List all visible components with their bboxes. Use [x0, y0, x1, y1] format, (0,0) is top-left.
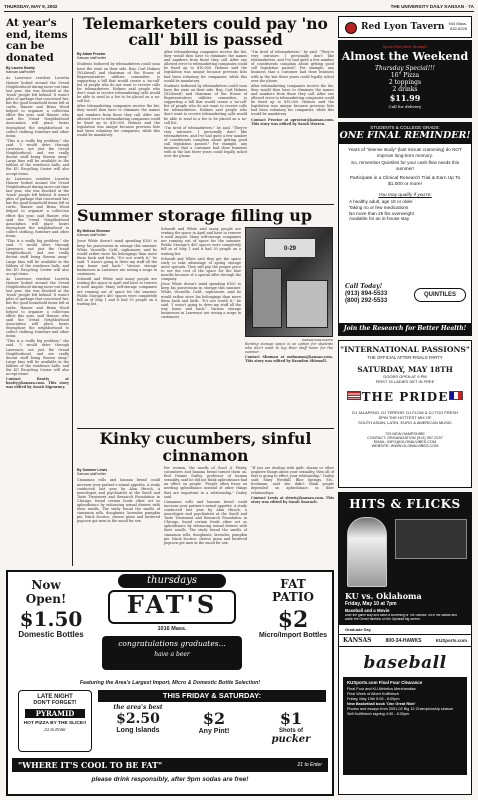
ad-pride-party	[338, 340, 472, 488]
story-aphrodisiacs-body-4: "If you are dealing with guilt, shame or other negative things about your sexuality, then all of that is going to effect your relationship," Dailey said. Mary Westfall, Blue Springs, Mo., freshman, said she didn't think people depended on aphrodisiacs in their relationships.	[251, 466, 334, 495]
story-aphrodisiacs	[77, 430, 334, 564]
beer-text: have a beer	[154, 651, 190, 658]
pride-djs-2: SPIN THE HOTTEST MIX OF	[378, 415, 432, 420]
story-telemarketers-body-5: "I'm tired of telemarketers," he said. "They're very intrusive. I personally don't like telemarketers, and I've had quite a few number of constituents complain about getting good call legislation passed." For example, any business that a customer had done business with in the last three years could legally solicit over the phone.	[164, 125, 247, 159]
best-label: the area's best	[113, 704, 163, 711]
long-island-price: $2.50	[116, 711, 160, 727]
qualify-item: No more than 25 lbs overweight	[349, 210, 414, 216]
almost-pizza: 16" Pizza	[390, 72, 420, 79]
story-telemarketers-body: Students bothered by telemarketers could soon have the state on their side. Rep. Carl Holmes (R-Liberal) and chairman of the House of Representatives utilities committee, is supporting a bill that would create a 'no-call' list of people who do not want to receive calls for telemarketers. Holmes said people who don't want to receive telemarketing calls would be able to send in a fee to be placed on a no-call list.	[77, 62, 160, 104]
fats-name: FAT'S	[126, 590, 218, 619]
pride-doors: DOORS OPEN AT 9 PM	[383, 374, 427, 379]
section-rule	[77, 204, 334, 205]
open-label: Open!	[25, 592, 67, 606]
hits-graduate-day: Graduate Day	[345, 627, 372, 632]
promo-item: Final Week of Albert Kollfleisch	[347, 692, 400, 696]
pride-address: 729 NEW HAMPSHIRE	[385, 432, 425, 436]
quintiles-cta: Participate in a Clinical Research Trial & Earn Up To $1,000 or more!	[349, 176, 461, 188]
quintiles-call	[345, 283, 413, 304]
pint-price: $2	[202, 709, 226, 728]
fats-patio	[258, 578, 328, 604]
domestic-label: Domestic Bottles	[18, 630, 84, 639]
red-lyon-info: 944 Mass. 832-8228	[448, 21, 467, 31]
story-donations-byline: By Lauren Beatty Kansan staff writer	[6, 66, 35, 75]
phone-2: (800) 292-5533	[345, 297, 388, 304]
story-storage-body-2: Schmidt and White said many people are renting the space in April and have to reserve it until August. Many self-storage companies are running out of space for the summer. Public Storage's 400 spaces were completely full as of May 1 and it had 30 people on a waiting list.	[77, 277, 157, 306]
fats-cool-bar	[12, 758, 328, 772]
quintiles-logo	[414, 288, 466, 302]
fats-long-islands	[98, 704, 178, 734]
red-lyon-name: Red Lyon Tavern	[361, 22, 445, 32]
header-paper: THE UNIVERSITY DAILY KANSAN · 7A	[390, 4, 474, 9]
qualify-item: Taking no or few medications	[349, 204, 409, 210]
story-telemarketers-body-4: Students bothered by telemarketers could soon have the state on their side. Rep. Carl Holmes (R-Liberal) and chairman of the House of Representatives utilities committee, is supporting a bill that would create a 'no-call' list of people who do not want to receive calls for telemarketers. Holmes said people who don't want to receive telemarketing calls would be able to send in a fee to be placed on a no-call list.	[164, 83, 247, 125]
hits-baseball-word: baseball	[363, 653, 447, 673]
pint-label: Any Pint!	[198, 728, 230, 735]
storage-photo	[245, 227, 333, 337]
almost-title: Almost the Weekend	[341, 50, 469, 63]
quintiles-footer: Join the Research for Better Health!	[339, 323, 471, 335]
ad-fats	[6, 570, 334, 796]
hits-phone: 800-34-HAWKS	[385, 637, 422, 644]
pride-title: "INTERNATIONAL PASSIONS"	[340, 345, 470, 354]
story-aphrodisiacs-body: Cinnamon rolls and banana bread could increase your partner's sexual appetite. A study conducted last year by Alan Hirsch, a neurologist and psychiatrist at the Smell and Taste Treatment and Research Foundation in Chicago, found certain foods other act as aphrodisiacs by enhancing sexual desires with their smells. The study found the smells of cinnamon rolls, doughnuts, lavender, pumpkin pie, black licorice, cheese pizza and buttered popcorn got men in the mood for sex.	[77, 478, 160, 524]
story-donations-body-5: As Lawrence resident Lorretta Hauser looked around the Oread Neighborhood during move-out time last year, she was shocked at the 'trash' people left behind. It wasn't piles of garbage that concerned her, but the good household items left at curbs. Hauser and Brian Wood helped to organize a collection effort this year, said Hauser, who said the Oread Neighborhood Association will place boxes throughout the neighborhood to collect clothing, furniture and other items.	[6, 276, 69, 339]
age-limit: 21 to Enter	[44, 726, 66, 732]
pucker-label: pucker	[271, 734, 311, 745]
photo-caption: Renting storage space is an option for students who don't want to lug their stuff home for the summer.	[245, 342, 333, 355]
almost-special: Thursday Special!!!	[375, 65, 435, 72]
story-storage-contact: Contact Shuman at mshuman@kansan.com. This story was edited by Brandon Shirmell.	[245, 355, 333, 364]
fats-import	[256, 608, 330, 640]
pride-date: SATURDAY, MAY 18TH	[357, 365, 453, 374]
story-storage-headline: Summer storage filling up	[77, 207, 313, 225]
story-donations	[6, 18, 69, 563]
story-aphrodisiacs-body-3: Cinnamon rolls and banana bread could increase your partner's sexual appetite. A study conducted last year by Alan Hirsch, a neurologist and psychiatrist at the Smell and Taste Treatment and Research Foundation in Chicago, found certain foods other act as aphrodisiacs by enhancing sexual desires with their smells. The study found the smells of cinnamon rolls, doughnuts, lavender, pumpkin pie, black licorice, cheese pizza and buttered popcorn got men in the mood for sex.	[164, 499, 247, 545]
pride-djs: DJ JALAPENO, DJ TERROR, DJ FLOW & DJ TOO FRESH	[352, 410, 458, 415]
pride-djs-3: SOUTH ASIAN, LATIN, EURO & AMERICAN MUSIC	[358, 420, 452, 425]
pride-website: WEBSITE: WWW.GLOBALVIBES.COM	[371, 444, 439, 448]
story-storage-byline: By Melissa Shuman Kansan staff writer	[77, 229, 110, 238]
story-storage	[77, 207, 334, 425]
story-donations-body-4: "This is a really big problem," she said. "I would drive through Lawrence, not just the Oread Neighborhood, and see really decent stuff being thrown away." Large bins will be available in the lobbies of the residence halls, and the KU Recycling Center will also accept items.	[6, 239, 69, 276]
story-telemarketers-body-2: After telemarketing companies receive the list, they would then have to eliminate the names and numbers from those they call. After one allowed error to telemarketing companies could be fined up to $10,000. Holmes said the legislation was unique because previous lists had been voluntary for companies, while this would be mandatory.	[77, 104, 160, 137]
story-storage-body-5: Jesse White doesn't mind spending $100 to keep his possessions in storage this summer. White, Vacaville, Calif., sophomore, said he would rather store his belongings than move them back and forth. "It's not worth it," he said. "I wasn't going to drive my stuff all the way home and back." Various storage businesses in Lawrence are seeing a surge in customers.	[161, 282, 241, 319]
story-telemarketers-body-6: "I'm tired of telemarketers," he said. "They're very intrusive. I personally don't like telemarketers, and I've had quite a few number of constituents complain about getting good call legislation passed." For example, any business that a customer had done business with in the last three years could legally solicit over the phone.	[251, 50, 334, 83]
story-telemarketers-body-7: After telemarketing companies receive the list, they would then have to eliminate the names and numbers from those they call. After one allowed error to telemarketing companies could be fined up to $10,000. Holmes said the legislation was unique because previous lists had been voluntary for companies, while this would be mandatory.	[251, 83, 334, 117]
hits-site: KUSports.com	[435, 638, 467, 643]
qualify-list	[339, 199, 471, 222]
column-rule	[72, 18, 73, 566]
hits-date: Friday, May 10 at 7pm	[345, 601, 397, 607]
movie-still	[395, 519, 467, 559]
flag-icon	[449, 391, 463, 400]
story-telemarketers	[77, 16, 334, 202]
photo-credit: KANSAN FILE PHOTO	[302, 338, 333, 342]
storage-unit-sign: 0-29	[264, 238, 316, 258]
hits-title: HITS & FLICKS	[349, 497, 461, 511]
pizza-slice: HOT PIZZA BY THE SLICE!!	[23, 721, 87, 726]
fats-days: thursdays	[118, 574, 226, 588]
fats-domestic	[16, 608, 86, 639]
header-date: THURSDAY, MAY 9, 2002	[4, 4, 58, 9]
fats-featuring: Featuring the Area's Largest Import, Micro & Domestic Bottle Selection!	[79, 680, 261, 686]
fats-footer: please drink responsibly, after 9pm sodas are free!	[91, 776, 249, 783]
almost-drinks: 2 drinks	[392, 86, 418, 93]
fats-late-night	[18, 690, 92, 752]
almost-foot: Call for delivery	[388, 104, 422, 109]
story-donations-contact: Contact Beatty at beatty@kansan.com. This story was edited by Sarah Sigourney.	[6, 377, 69, 390]
player-photo	[347, 517, 387, 587]
quintiles-qualify: You may qualify if you're:	[378, 192, 432, 198]
shots-label: Shots of	[279, 728, 303, 734]
fats-now-open	[16, 578, 76, 606]
almost-top: Spurs Red Wine Sunset?	[382, 44, 428, 49]
ad-quintiles	[338, 122, 472, 336]
quintiles-banner	[339, 123, 471, 144]
story-telemarketers-headline: Telemarketers could pay 'no call' bill is passed	[83, 16, 328, 49]
promo-item: New Basketball book 'One Great Ride'	[347, 702, 416, 706]
ad-hits-flicks	[338, 492, 472, 795]
flag-icon	[347, 391, 361, 400]
page-header	[4, 2, 474, 12]
fats-age-2: 21 to Enter	[297, 762, 322, 768]
call-today: Call Today!	[345, 283, 383, 290]
pride-venue: THE PRIDE	[361, 390, 449, 404]
hits-description: After the game stay and catch a screening of The Sandlot. Sit in the stands and watch the Great Hambino on the Jayhawk big screen.	[345, 614, 457, 621]
story-donations-headline: At year's end, items can be donated	[6, 18, 68, 64]
story-donations-body: As Lawrence resident Lorretta Hauser looked around the Oread Neighborhood during move-out time last year, she was shocked at the 'trash' people left behind. It wasn't piles of garbage that concerned her, but the good household items left at curbs. Hauser and Brian Wood helped to organize a collection effort this year, said Hauser, who said the Oread Neighborhood Association will place boxes throughout the neighborhood to collect clothing, furniture and other items.	[6, 76, 69, 138]
pride-free: FIRST 15 LADIES GET IN FREE	[375, 379, 435, 384]
long-island-label: Long Islands	[116, 727, 160, 734]
lion-icon	[345, 22, 357, 34]
pride-contact: CONTACT: ORGANIZATION (913) 397-2237	[367, 436, 443, 440]
hits-kansas: KANSAS	[343, 637, 372, 644]
quintiles-para1: Years of "intense study" (last minute cramming) do NOT improve long-term memory.	[348, 147, 462, 158]
almost-price: $11.99	[389, 93, 421, 103]
story-telemarketers-byline: By Adam Proctor Kansan staff writer	[77, 52, 106, 61]
fats-pint	[180, 704, 248, 735]
dont-forget: DON'T FORGET!	[33, 700, 77, 706]
story-telemarketers-contact: Contact Proctor at aproctor@kansan.com. This story was edited by Sarah Warren.	[251, 117, 334, 126]
section-rule-2	[77, 428, 334, 429]
story-donations-body-3: As Lawrence resident Lorretta Hauser looked around the Oread Neighborhood during move-out time last year, she was shocked at the 'trash' people left behind. It wasn't piles of garbage that concerned her, but the good household items left at curbs. Hauser and Brian Wood helped to organize a collection effort this year, said Hauser, who said the Oread Neighborhood Association will place boxes throughout the neighborhood to collect clothing, furniture and other items.	[6, 176, 69, 238]
phone-1: (913) 894-5533	[345, 290, 388, 297]
congrats-text: congratulations graduates...	[118, 639, 226, 648]
quintiles-logo-text: QUINTILES	[423, 292, 456, 298]
story-aphrodisiacs-contact: Contact Lewis at slewis@kansan.com. This story was edited by Sarah Snavach.	[251, 495, 334, 504]
story-storage-body-4: Schmidt and White said they get the space early to take advantage of spring storage move specials. They will pay the proper price to see the cost of the space for the four months because of a special offer through the company.	[161, 256, 241, 282]
banner-top: STUDENTS & COLLEGE GRADS:	[370, 125, 440, 130]
pride-email: EMAIL: INFO@GLOBALVIBES.COM	[373, 440, 437, 444]
import-price: $2	[277, 607, 309, 633]
quintiles-para2: So, remember Quintiles for your cash-flow needs this summer!	[351, 160, 459, 171]
promo-item: Photos and essays from 2001-02 Big 12 Championship season	[347, 707, 454, 711]
fats-weekend: THIS FRIDAY & SATURDAY:	[98, 690, 326, 702]
fats-logo	[108, 590, 236, 624]
fats-slogan: "WHERE IT'S COOL TO BE FAT"	[18, 760, 163, 770]
fats-congrats	[102, 636, 242, 670]
story-aphrodisiacs-headline: Kinky cucumbers, sinful cinnamon	[99, 430, 312, 465]
promo-title: KUSports.com Final Four Clearance	[347, 680, 423, 685]
story-aphrodisiacs-byline: By Summer Lewis Kansan staff writer	[77, 468, 108, 477]
ad-almost-weekend	[338, 40, 472, 118]
late-night: LATE NIGHT	[37, 694, 73, 700]
now-label: Now	[31, 578, 61, 592]
ad-red-lyon	[338, 16, 472, 38]
domestic-price: $1.50	[19, 607, 83, 631]
promo-item: Friday, May 10th 5:05 - 8:00pm	[347, 697, 400, 701]
qualify-item: A healthy adult, age 18 or older	[349, 198, 413, 204]
pyramid-logo: PYRAMID	[25, 709, 85, 718]
fats-address: 1016 Mass.	[157, 626, 187, 632]
patio-label: FAT PATIO	[272, 577, 314, 604]
banner-main: ONE FINAL REMINDER!	[339, 130, 471, 141]
promo-item: Final Four and KU Athletics Merchandise	[347, 687, 416, 691]
hits-matchup: KU vs. Oklahoma	[345, 591, 422, 601]
fats-shots	[252, 704, 330, 745]
story-donations-body-2: "This is a really big problem," she said. "I would drive through Lawrence, not just the Oread Neighborhood, and see really decent stuff being thrown away." Large bins will be available in the lobbies of the residence halls, and the KU Recycling Center will also accept items.	[6, 138, 69, 176]
story-telemarketers-body-3: After telemarketing companies receive the list, they would then have to eliminate the names and numbers from those they call. After one allowed error to telemarketing companies could be fined up to $10,000. Holmes said the legislation was unique because previous lists had been voluntary for companies, while this would be mandatory.	[164, 50, 247, 83]
story-storage-body: Jesse White doesn't mind spending $100 to keep his possessions in storage this summer. White, Vacaville, Calif., sophomore, said he would rather store his belongings than move them back and forth. "It's not worth it," he said. "I wasn't going to drive my stuff all the way home and back." Various storage businesses in Lawrence are seeing a surge in customers.	[77, 239, 157, 277]
promo-item: Self Kollfleisch signing 4:30 - 8:30pm	[347, 712, 410, 716]
pride-subtitle: THE OFFICIAL AFTER-FINALS PARTY	[367, 355, 443, 360]
hits-baseball-movie: Baseball and a Movie	[345, 608, 390, 613]
story-aphrodisiacs-body-2: For women, the smells of Good & Plenty, cucumbers and banana bread turned them on. Rod Dennis Dailey, professor of human sexuality, said he did not think aphrodisiacs had an effect on people. "People often focus on needing aphrodisiacs instead of other things that are important in a relationship," Dailey said.	[164, 466, 247, 499]
shots-price: $1	[279, 709, 303, 728]
hits-top	[339, 493, 471, 625]
story-storage-body-3: Schmidt and White said many people are renting the space in April and have to reserve it until August. Many self-storage companies are running out of space for the summer. Public Storage's 400 spaces were completely full as of May 1 and it had 30 people on a waiting list.	[161, 227, 241, 256]
almost-toppings: 2 toppings	[388, 79, 422, 86]
qualify-item: Available for an in-house stay	[349, 216, 410, 222]
story-donations-body-6: "This is a really big problem," she said. "I would drive through Lawrence, not just the Oread Neighborhood, and see really decent stuff being thrown away." Large bins will be available in the lobbies of the residence halls, and the KU Recycling Center will also accept items.	[6, 339, 69, 377]
import-label: Micro/Import Bottles	[258, 632, 328, 639]
hits-promo	[343, 677, 467, 775]
hits-contact-bar	[339, 634, 471, 647]
